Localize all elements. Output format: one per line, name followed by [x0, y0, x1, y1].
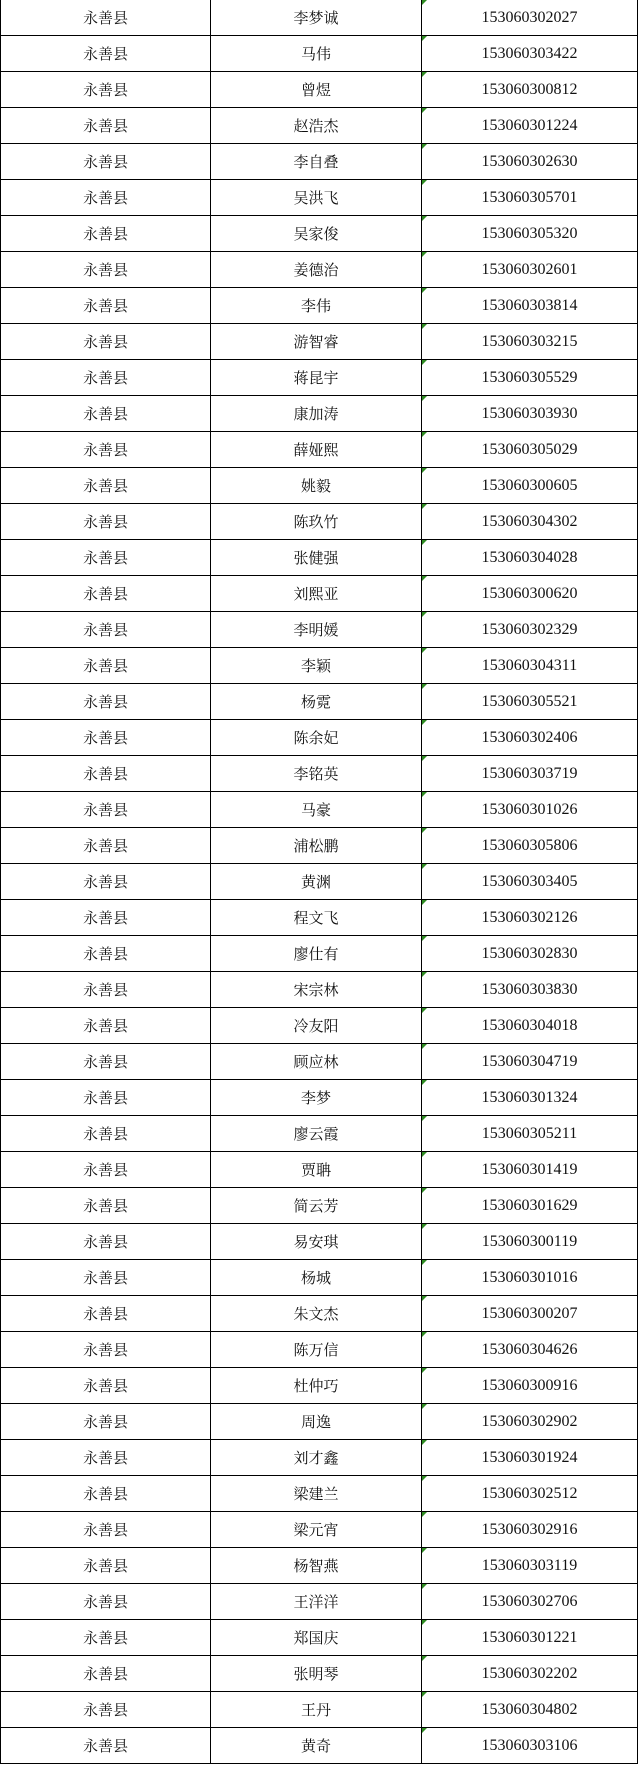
name-cell: 刘才鑫 — [211, 1440, 422, 1476]
name-cell: 黄渊 — [211, 864, 422, 900]
name-cell: 李颖 — [211, 648, 422, 684]
county-cell: 永善县 — [1, 432, 211, 468]
table-row — [1, 1296, 638, 1332]
ticket-number-cell: 153060301224 — [422, 108, 638, 144]
table-row — [1, 504, 638, 540]
county-cell: 永善县 — [1, 576, 211, 612]
name-cell: 王丹 — [211, 1692, 422, 1728]
name-cell: 朱文杰 — [211, 1296, 422, 1332]
county-cell: 永善县 — [1, 1476, 211, 1512]
county-cell: 永善县 — [1, 1296, 211, 1332]
county-cell: 永善县 — [1, 1656, 211, 1692]
name-cell: 郑国庆 — [211, 1620, 422, 1656]
table-row — [1, 144, 638, 180]
table-row — [1, 36, 638, 72]
ticket-number-cell: 153060300605 — [422, 468, 638, 504]
name-cell: 陈余妃 — [211, 720, 422, 756]
county-cell: 永善县 — [1, 720, 211, 756]
ticket-number-cell: 153060301016 — [422, 1260, 638, 1296]
ticket-number-cell: 153060302902 — [422, 1404, 638, 1440]
name-cell: 马伟 — [211, 36, 422, 72]
table-row — [1, 720, 638, 756]
ticket-number-cell: 153060302512 — [422, 1476, 638, 1512]
table-row — [1, 288, 638, 324]
name-cell: 杨城 — [211, 1260, 422, 1296]
county-cell: 永善县 — [1, 36, 211, 72]
name-cell: 杨霓 — [211, 684, 422, 720]
table-row — [1, 864, 638, 900]
table-row — [1, 108, 638, 144]
name-cell: 浦松鹏 — [211, 828, 422, 864]
ticket-number-cell: 153060301221 — [422, 1620, 638, 1656]
ticket-number-cell: 153060303830 — [422, 972, 638, 1008]
ticket-number-cell: 153060303930 — [422, 396, 638, 432]
name-cell: 张健强 — [211, 540, 422, 576]
ticket-number-cell: 153060300812 — [422, 72, 638, 108]
ticket-number-cell: 153060302630 — [422, 144, 638, 180]
county-cell: 永善县 — [1, 360, 211, 396]
table-row — [1, 1224, 638, 1260]
ticket-number-cell: 153060304311 — [422, 648, 638, 684]
name-cell: 王洋洋 — [211, 1584, 422, 1620]
table-row — [1, 1260, 638, 1296]
ticket-number-cell: 153060304028 — [422, 540, 638, 576]
county-cell: 永善县 — [1, 288, 211, 324]
table-row — [1, 1080, 638, 1116]
name-cell: 易安琪 — [211, 1224, 422, 1260]
table-row — [1, 396, 638, 432]
table-row — [1, 1548, 638, 1584]
ticket-number-cell: 153060303422 — [422, 36, 638, 72]
name-cell: 刘熙亚 — [211, 576, 422, 612]
table-row — [1, 540, 638, 576]
name-cell: 廖云霞 — [211, 1116, 422, 1152]
county-cell: 永善县 — [1, 216, 211, 252]
ticket-number-cell: 153060303405 — [422, 864, 638, 900]
county-cell: 永善县 — [1, 1548, 211, 1584]
name-cell: 吴洪飞 — [211, 180, 422, 216]
county-cell: 永善县 — [1, 1404, 211, 1440]
ticket-number-cell: 153060303119 — [422, 1548, 638, 1584]
table-row — [1, 1008, 638, 1044]
table-row — [1, 1332, 638, 1368]
ticket-number-cell: 153060300620 — [422, 576, 638, 612]
county-cell: 永善县 — [1, 144, 211, 180]
name-cell: 杜仲巧 — [211, 1368, 422, 1404]
table-row — [1, 900, 638, 936]
ticket-number-cell: 153060304302 — [422, 504, 638, 540]
county-cell: 永善县 — [1, 180, 211, 216]
table-row — [1, 324, 638, 360]
county-cell: 永善县 — [1, 1620, 211, 1656]
county-cell: 永善县 — [1, 792, 211, 828]
table-row — [1, 1152, 638, 1188]
county-cell: 永善县 — [1, 396, 211, 432]
name-cell: 曾煜 — [211, 72, 422, 108]
table-row — [1, 216, 638, 252]
table-row — [1, 360, 638, 396]
county-cell: 永善县 — [1, 1188, 211, 1224]
ticket-number-cell: 153060302916 — [422, 1512, 638, 1548]
name-cell: 薛娅熙 — [211, 432, 422, 468]
ticket-number-cell: 153060301629 — [422, 1188, 638, 1224]
county-cell: 永善县 — [1, 1584, 211, 1620]
table-row — [1, 936, 638, 972]
table-row — [1, 0, 638, 36]
ticket-number-cell: 153060305521 — [422, 684, 638, 720]
county-cell: 永善县 — [1, 1080, 211, 1116]
name-cell: 姜德治 — [211, 252, 422, 288]
name-cell: 廖仕有 — [211, 936, 422, 972]
name-cell: 姚毅 — [211, 468, 422, 504]
ticket-number-cell: 153060302601 — [422, 252, 638, 288]
county-cell: 永善县 — [1, 1368, 211, 1404]
table-row — [1, 1188, 638, 1224]
table-row — [1, 972, 638, 1008]
ticket-number-cell: 153060305701 — [422, 180, 638, 216]
county-cell: 永善县 — [1, 252, 211, 288]
table-row — [1, 468, 638, 504]
ticket-number-cell: 153060301924 — [422, 1440, 638, 1476]
ticket-number-cell: 153060303814 — [422, 288, 638, 324]
name-cell: 张明琴 — [211, 1656, 422, 1692]
county-cell: 永善县 — [1, 1008, 211, 1044]
table-row — [1, 576, 638, 612]
ticket-number-cell: 153060303719 — [422, 756, 638, 792]
name-cell: 蒋昆宇 — [211, 360, 422, 396]
county-cell: 永善县 — [1, 900, 211, 936]
name-cell: 杨智燕 — [211, 1548, 422, 1584]
table-row — [1, 432, 638, 468]
table-row — [1, 252, 638, 288]
county-cell: 永善县 — [1, 1260, 211, 1296]
name-cell: 黄奇 — [211, 1728, 422, 1764]
table-row — [1, 684, 638, 720]
table-row — [1, 1584, 638, 1620]
name-cell: 梁建兰 — [211, 1476, 422, 1512]
county-cell: 永善县 — [1, 648, 211, 684]
name-cell: 贾聃 — [211, 1152, 422, 1188]
table-row — [1, 612, 638, 648]
table-row — [1, 792, 638, 828]
name-cell: 李自叠 — [211, 144, 422, 180]
county-cell: 永善县 — [1, 684, 211, 720]
name-cell: 陈玖竹 — [211, 504, 422, 540]
name-cell: 李铭英 — [211, 756, 422, 792]
ticket-number-cell: 153060302126 — [422, 900, 638, 936]
name-cell: 李梦诚 — [211, 0, 422, 36]
table-row — [1, 1656, 638, 1692]
ticket-number-cell: 153060305211 — [422, 1116, 638, 1152]
county-cell: 永善县 — [1, 1116, 211, 1152]
ticket-number-cell: 153060303106 — [422, 1728, 638, 1764]
county-cell: 永善县 — [1, 324, 211, 360]
name-cell: 李梦 — [211, 1080, 422, 1116]
ticket-number-cell: 153060301324 — [422, 1080, 638, 1116]
county-cell: 永善县 — [1, 1440, 211, 1476]
ticket-number-cell: 153060301026 — [422, 792, 638, 828]
ticket-number-cell: 153060301419 — [422, 1152, 638, 1188]
name-cell: 冷友阳 — [211, 1008, 422, 1044]
county-cell: 永善县 — [1, 972, 211, 1008]
county-cell: 永善县 — [1, 828, 211, 864]
name-cell: 游智睿 — [211, 324, 422, 360]
name-cell: 康加涛 — [211, 396, 422, 432]
name-cell: 简云芳 — [211, 1188, 422, 1224]
table-row — [1, 1620, 638, 1656]
county-cell: 永善县 — [1, 756, 211, 792]
ticket-number-cell: 153060303215 — [422, 324, 638, 360]
county-cell: 永善县 — [1, 540, 211, 576]
ticket-number-cell: 153060305320 — [422, 216, 638, 252]
county-cell: 永善县 — [1, 108, 211, 144]
county-cell: 永善县 — [1, 72, 211, 108]
name-cell: 顾应林 — [211, 1044, 422, 1080]
county-cell: 永善县 — [1, 864, 211, 900]
county-cell: 永善县 — [1, 1044, 211, 1080]
table-row — [1, 828, 638, 864]
ticket-number-cell: 153060302830 — [422, 936, 638, 972]
ticket-number-cell: 153060305529 — [422, 360, 638, 396]
county-cell: 永善县 — [1, 1152, 211, 1188]
table-row — [1, 1692, 638, 1728]
ticket-number-cell: 153060304626 — [422, 1332, 638, 1368]
county-cell: 永善县 — [1, 1512, 211, 1548]
ticket-number-cell: 153060304018 — [422, 1008, 638, 1044]
county-cell: 永善县 — [1, 1224, 211, 1260]
county-cell: 永善县 — [1, 1728, 211, 1764]
ticket-number-cell: 153060302329 — [422, 612, 638, 648]
table-row — [1, 1044, 638, 1080]
table-row — [1, 1476, 638, 1512]
ticket-number-cell: 153060305029 — [422, 432, 638, 468]
ticket-number-cell: 153060300916 — [422, 1368, 638, 1404]
name-cell: 赵浩杰 — [211, 108, 422, 144]
table-row — [1, 1728, 638, 1764]
county-cell: 永善县 — [1, 1332, 211, 1368]
table-row — [1, 72, 638, 108]
name-cell: 程文飞 — [211, 900, 422, 936]
county-cell: 永善县 — [1, 504, 211, 540]
county-cell: 永善县 — [1, 612, 211, 648]
county-cell: 永善县 — [1, 0, 211, 36]
ticket-number-cell: 153060300207 — [422, 1296, 638, 1332]
ticket-number-cell: 153060302027 — [422, 0, 638, 36]
name-cell: 陈万信 — [211, 1332, 422, 1368]
county-cell: 永善县 — [1, 1692, 211, 1728]
ticket-number-cell: 153060302706 — [422, 1584, 638, 1620]
table-row — [1, 1116, 638, 1152]
ticket-number-cell: 153060302406 — [422, 720, 638, 756]
ticket-number-cell: 153060300119 — [422, 1224, 638, 1260]
table-row — [1, 1368, 638, 1404]
ticket-number-cell: 153060304802 — [422, 1692, 638, 1728]
table-row — [1, 648, 638, 684]
table-row — [1, 1404, 638, 1440]
name-cell: 吴家俊 — [211, 216, 422, 252]
name-cell: 周逸 — [211, 1404, 422, 1440]
ticket-number-cell: 153060302202 — [422, 1656, 638, 1692]
name-cell: 宋宗林 — [211, 972, 422, 1008]
table-row — [1, 1440, 638, 1476]
ticket-number-cell: 153060305806 — [422, 828, 638, 864]
table-row — [1, 756, 638, 792]
name-cell: 李伟 — [211, 288, 422, 324]
ticket-number-cell: 153060304719 — [422, 1044, 638, 1080]
name-cell: 马豪 — [211, 792, 422, 828]
table-row — [1, 180, 638, 216]
name-cell: 李明媛 — [211, 612, 422, 648]
table-row — [1, 1512, 638, 1548]
county-cell: 永善县 — [1, 936, 211, 972]
name-cell: 梁元宵 — [211, 1512, 422, 1548]
county-cell: 永善县 — [1, 468, 211, 504]
roster-table-body — [1, 0, 638, 1764]
